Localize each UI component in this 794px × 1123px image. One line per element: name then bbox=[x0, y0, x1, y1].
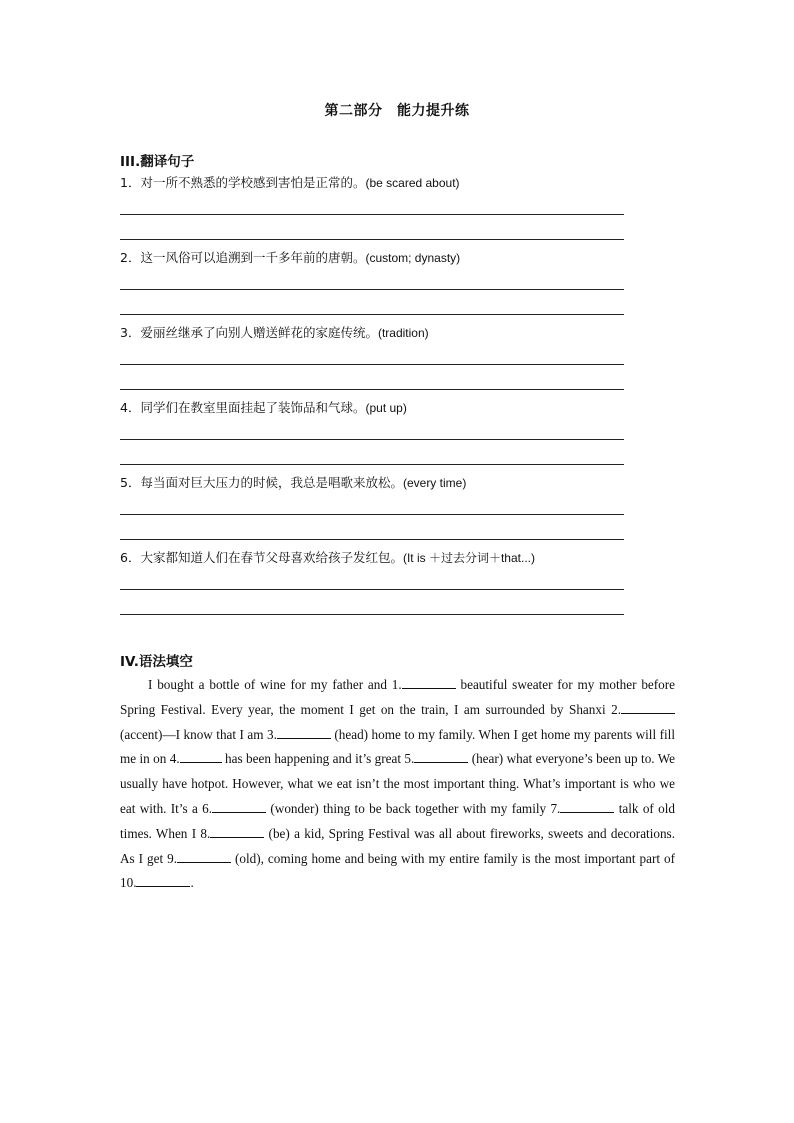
question-number: 2． bbox=[120, 250, 141, 265]
translation-question-5 bbox=[120, 474, 624, 492]
answer-line[interactable] bbox=[120, 364, 624, 365]
answer-line[interactable] bbox=[120, 289, 624, 290]
blank-1[interactable] bbox=[402, 675, 456, 689]
answer-line[interactable] bbox=[120, 514, 624, 515]
answer-line[interactable] bbox=[120, 589, 624, 590]
question-2-line bbox=[120, 249, 624, 267]
passage-segment: (be) a kid, Spring Festival was all about fireworks, sweets and decorations. As I get 9. bbox=[120, 825, 675, 866]
section-4-heading: IV.语法填空 bbox=[120, 654, 193, 670]
question-text: 对一所不熟悉的学校感到害怕是正常的。 bbox=[140, 175, 366, 190]
passage-segment: (hear) what everyone’s been up to. We usually have hotpot. However, what we eat isn’t the most important thing. What’s important is who we eat with. It’s a 6. bbox=[120, 751, 675, 816]
question-text: 每当面对巨大压力的时候，我总是唱歌来放松。 bbox=[140, 475, 403, 490]
blank-5[interactable] bbox=[414, 749, 468, 763]
passage-segment: . bbox=[190, 875, 194, 891]
question-hint: (custom; dynasty) bbox=[365, 251, 461, 265]
question-number: 6． bbox=[120, 550, 141, 565]
blank-6[interactable] bbox=[212, 799, 266, 813]
passage-segment: beautiful sweater for my mother before Spring Festival. Every year, the moment I get on the train, I am surrounded by Shanxi 2. bbox=[120, 677, 676, 717]
translation-question-3 bbox=[120, 324, 624, 342]
question-number: 1． bbox=[120, 175, 141, 190]
passage-segment: (head) home to my family. When I get home my parents will fill me in on 4. bbox=[120, 726, 675, 767]
blank-7[interactable] bbox=[560, 799, 614, 813]
answer-line[interactable] bbox=[120, 314, 624, 315]
answer-line[interactable] bbox=[120, 539, 624, 540]
answer-line[interactable] bbox=[120, 389, 624, 390]
question-1-line bbox=[120, 174, 624, 192]
passage-segment: (wonder) thing to be back together with my family 7. bbox=[266, 800, 561, 816]
blank-2[interactable] bbox=[621, 700, 675, 714]
question-number: 4． bbox=[120, 400, 141, 415]
question-3-line bbox=[120, 324, 624, 342]
question-hint: (be scared about) bbox=[365, 176, 460, 190]
passage-segment: (old), coming home and being with my entire family is the most important part of 10. bbox=[120, 850, 675, 891]
question-text: 同学们在教室里面挂起了装饰品和气球。 bbox=[140, 400, 366, 415]
page-title: 第二部分 能力提升练 bbox=[324, 103, 470, 119]
passage-segment: I bought a bottle of wine for my father and 1. bbox=[148, 677, 402, 692]
question-number: 5． bbox=[120, 475, 141, 490]
blank-4[interactable] bbox=[180, 749, 222, 763]
blank-10[interactable] bbox=[136, 873, 190, 887]
question-hint: (put up) bbox=[365, 401, 407, 415]
question-hint: (every time) bbox=[402, 476, 467, 490]
answer-line[interactable] bbox=[120, 614, 624, 615]
translation-question-1 bbox=[120, 174, 624, 192]
blank-8[interactable] bbox=[210, 824, 264, 838]
translation-question-6 bbox=[120, 549, 624, 567]
question-number: 3． bbox=[120, 325, 141, 340]
passage-segment: has been happening and it’s great 5. bbox=[221, 751, 415, 767]
cloze-passage bbox=[120, 673, 675, 896]
question-hint: (It is ＋过去分词＋that...) bbox=[402, 551, 535, 565]
answer-line[interactable] bbox=[120, 214, 624, 215]
blank-3[interactable] bbox=[277, 725, 331, 739]
answer-line[interactable] bbox=[120, 239, 624, 240]
passage-segment: (accent)—I know that I am 3. bbox=[120, 726, 277, 742]
question-text: 爱丽丝继承了向别人赠送鲜花的家庭传统。 bbox=[140, 325, 378, 340]
question-text: 大家都知道人们在春节父母喜欢给孩子发红包。 bbox=[140, 550, 403, 565]
blank-9[interactable] bbox=[177, 849, 231, 863]
answer-line[interactable] bbox=[120, 439, 624, 440]
question-5-line bbox=[120, 474, 624, 492]
question-6-line bbox=[120, 549, 624, 567]
section-3-heading: III.翻译句子 bbox=[120, 154, 195, 170]
question-4-line bbox=[120, 399, 624, 417]
answer-line[interactable] bbox=[120, 464, 624, 465]
passage-segment: talk of old times. When I 8. bbox=[120, 800, 675, 841]
question-hint: (tradition) bbox=[377, 326, 429, 340]
question-text: 这一风俗可以追溯到一千多年前的唐朝。 bbox=[140, 250, 366, 265]
translation-question-2 bbox=[120, 249, 624, 267]
translation-question-4 bbox=[120, 399, 624, 417]
